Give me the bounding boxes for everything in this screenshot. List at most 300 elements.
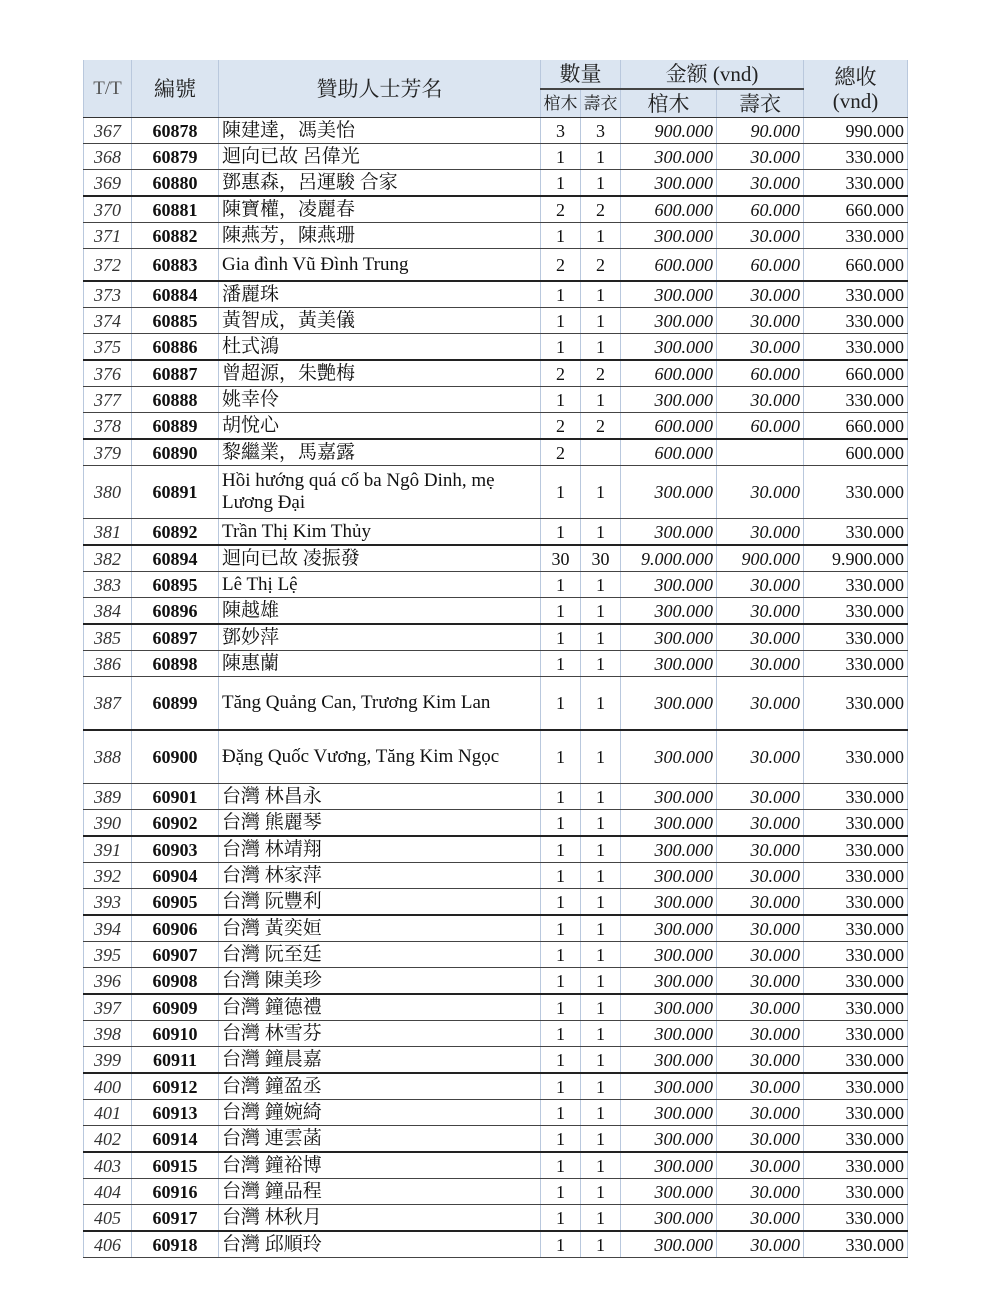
amount-shroud: 30.000 xyxy=(717,1205,804,1232)
total: 330.000 xyxy=(804,1021,908,1047)
row-number: 386 xyxy=(84,651,132,677)
donor-code: 60907 xyxy=(132,942,219,968)
amount-shroud: 30.000 xyxy=(717,1047,804,1074)
donor-code: 60917 xyxy=(132,1205,219,1232)
amount-coffin: 300.000 xyxy=(621,223,717,249)
donor-name: Lê Thị Lệ xyxy=(219,572,541,598)
qty-shroud: 1 xyxy=(581,863,621,889)
table-row xyxy=(84,1152,908,1179)
amount-coffin: 300.000 xyxy=(621,730,717,784)
donor-code: 60916 xyxy=(132,1179,219,1205)
qty-coffin: 1 xyxy=(541,624,581,651)
donor-code: 60896 xyxy=(132,598,219,625)
qty-coffin: 3 xyxy=(541,118,581,144)
total: 330.000 xyxy=(804,942,908,968)
total: 660.000 xyxy=(804,249,908,282)
total: 660.000 xyxy=(804,196,908,223)
qty-coffin: 2 xyxy=(541,439,581,466)
total: 9.900.000 xyxy=(804,545,908,572)
amount-coffin: 300.000 xyxy=(621,677,717,731)
donor-table xyxy=(83,60,908,1258)
donor-name: 陳燕芳，陳燕珊 xyxy=(219,223,541,249)
row-number: 396 xyxy=(84,968,132,995)
qty-shroud: 1 xyxy=(581,598,621,625)
table-row xyxy=(84,466,908,519)
donor-code: 60915 xyxy=(132,1152,219,1179)
total: 330.000 xyxy=(804,624,908,651)
total: 600.000 xyxy=(804,439,908,466)
amount-coffin: 300.000 xyxy=(621,784,717,810)
donor-name: 台灣 鐘晨嘉 xyxy=(219,1047,541,1074)
donor-code: 60898 xyxy=(132,651,219,677)
donor-name: 台灣 陳美珍 xyxy=(219,968,541,995)
total: 330.000 xyxy=(804,1100,908,1126)
amount-shroud: 30.000 xyxy=(717,677,804,731)
amount-coffin: 300.000 xyxy=(621,624,717,651)
row-number: 403 xyxy=(84,1152,132,1179)
qty-shroud: 1 xyxy=(581,651,621,677)
qty-shroud: 2 xyxy=(581,249,621,282)
donor-name: Gia đình Vũ Đình Trung xyxy=(219,249,541,282)
donor-name: Tăng Quảng Can, Trương Kim Lan xyxy=(219,677,541,731)
table-row xyxy=(84,1021,908,1047)
amount-coffin: 900.000 xyxy=(621,118,717,144)
row-number: 391 xyxy=(84,836,132,863)
donor-code: 60879 xyxy=(132,144,219,170)
donor-code: 60891 xyxy=(132,466,219,519)
amount-coffin: 300.000 xyxy=(621,1021,717,1047)
donor-code: 60885 xyxy=(132,308,219,334)
row-number: 402 xyxy=(84,1126,132,1153)
qty-coffin: 1 xyxy=(541,863,581,889)
donor-code: 60895 xyxy=(132,572,219,598)
donor-code: 60909 xyxy=(132,994,219,1021)
table-row xyxy=(84,118,908,144)
row-number: 377 xyxy=(84,387,132,413)
row-number: 394 xyxy=(84,915,132,942)
row-number: 369 xyxy=(84,170,132,197)
donor-name: 台灣 阮至廷 xyxy=(219,942,541,968)
table-row xyxy=(84,387,908,413)
row-number: 367 xyxy=(84,118,132,144)
qty-shroud: 1 xyxy=(581,572,621,598)
row-number: 376 xyxy=(84,360,132,387)
amount-shroud: 60.000 xyxy=(717,413,804,440)
amount-shroud: 30.000 xyxy=(717,144,804,170)
row-number: 390 xyxy=(84,810,132,837)
table-row xyxy=(84,545,908,572)
table-row xyxy=(84,889,908,916)
qty-coffin: 1 xyxy=(541,1126,581,1153)
amount-shroud: 30.000 xyxy=(717,1231,804,1258)
total: 330.000 xyxy=(804,968,908,995)
amount-coffin: 300.000 xyxy=(621,144,717,170)
donor-code: 60914 xyxy=(132,1126,219,1153)
total: 330.000 xyxy=(804,223,908,249)
amount-coffin: 300.000 xyxy=(621,1231,717,1258)
table-row xyxy=(84,1231,908,1258)
qty-coffin: 1 xyxy=(541,836,581,863)
donor-name: 台灣 鐘品程 xyxy=(219,1179,541,1205)
table-row xyxy=(84,624,908,651)
amount-coffin: 600.000 xyxy=(621,439,717,466)
amount-coffin: 300.000 xyxy=(621,1100,717,1126)
qty-coffin: 1 xyxy=(541,994,581,1021)
qty-shroud: 1 xyxy=(581,968,621,995)
qty-shroud: 1 xyxy=(581,1073,621,1100)
donor-code: 60905 xyxy=(132,889,219,916)
amount-coffin: 300.000 xyxy=(621,334,717,361)
donor-name: 鄧妙萍 xyxy=(219,624,541,651)
amount-coffin: 300.000 xyxy=(621,942,717,968)
qty-shroud: 1 xyxy=(581,836,621,863)
qty-shroud: 1 xyxy=(581,677,621,731)
row-number: 378 xyxy=(84,413,132,440)
qty-shroud: 1 xyxy=(581,889,621,916)
amount-coffin: 600.000 xyxy=(621,413,717,440)
table-row xyxy=(84,196,908,223)
table-row xyxy=(84,334,908,361)
qty-coffin: 2 xyxy=(541,413,581,440)
donor-code: 60901 xyxy=(132,784,219,810)
qty-shroud: 1 xyxy=(581,624,621,651)
amount-shroud: 30.000 xyxy=(717,308,804,334)
header-tt: T/T xyxy=(84,60,132,118)
qty-coffin: 30 xyxy=(541,545,581,572)
qty-shroud: 1 xyxy=(581,1126,621,1153)
donor-name: 黎繼業，馬嘉露 xyxy=(219,439,541,466)
total: 330.000 xyxy=(804,1179,908,1205)
amount-coffin: 300.000 xyxy=(621,519,717,546)
row-number: 371 xyxy=(84,223,132,249)
donor-name: 杜式鴻 xyxy=(219,334,541,361)
row-number: 373 xyxy=(84,281,132,308)
donor-code: 60912 xyxy=(132,1073,219,1100)
row-number: 405 xyxy=(84,1205,132,1232)
qty-coffin: 1 xyxy=(541,1073,581,1100)
donor-name: 姚幸伶 xyxy=(219,387,541,413)
row-number: 383 xyxy=(84,572,132,598)
table-row xyxy=(84,170,908,197)
donor-code: 60878 xyxy=(132,118,219,144)
donor-name: Hồi hướng quá cố ba Ngô Dinh, mẹ Lương Đại xyxy=(219,466,541,519)
donor-name: 台灣 林靖翔 xyxy=(219,836,541,863)
row-number: 385 xyxy=(84,624,132,651)
total: 330.000 xyxy=(804,1073,908,1100)
row-number: 379 xyxy=(84,439,132,466)
donor-code: 60904 xyxy=(132,863,219,889)
amount-shroud: 30.000 xyxy=(717,1152,804,1179)
amount-shroud: 60.000 xyxy=(717,196,804,223)
amount-shroud: 30.000 xyxy=(717,281,804,308)
amount-shroud: 30.000 xyxy=(717,1100,804,1126)
amount-coffin: 300.000 xyxy=(621,863,717,889)
amount-coffin: 300.000 xyxy=(621,810,717,837)
amount-coffin: 300.000 xyxy=(621,968,717,995)
table-row xyxy=(84,1179,908,1205)
qty-coffin: 1 xyxy=(541,466,581,519)
table-row xyxy=(84,519,908,546)
total: 660.000 xyxy=(804,360,908,387)
header-amount-shroud: 壽衣 xyxy=(717,89,804,118)
row-number: 400 xyxy=(84,1073,132,1100)
amount-shroud: 30.000 xyxy=(717,572,804,598)
donor-code: 60881 xyxy=(132,196,219,223)
qty-coffin: 2 xyxy=(541,360,581,387)
qty-shroud: 1 xyxy=(581,1205,621,1232)
donor-code: 60890 xyxy=(132,439,219,466)
donor-name: 台灣 鐘德禮 xyxy=(219,994,541,1021)
donor-name: 陳越雄 xyxy=(219,598,541,625)
amount-coffin: 300.000 xyxy=(621,466,717,519)
qty-coffin: 1 xyxy=(541,281,581,308)
amount-shroud: 30.000 xyxy=(717,915,804,942)
donor-name: 迴向已故 凌振發 xyxy=(219,545,541,572)
header-total-line2: (vnd) xyxy=(832,88,879,113)
row-number: 398 xyxy=(84,1021,132,1047)
qty-coffin: 1 xyxy=(541,519,581,546)
table-body xyxy=(84,118,908,1258)
amount-coffin: 600.000 xyxy=(621,360,717,387)
amount-coffin: 300.000 xyxy=(621,651,717,677)
table-row xyxy=(84,360,908,387)
amount-coffin: 600.000 xyxy=(621,196,717,223)
total: 990.000 xyxy=(804,118,908,144)
qty-coffin: 1 xyxy=(541,1179,581,1205)
qty-coffin: 1 xyxy=(541,598,581,625)
donor-name: 台灣 林雪芬 xyxy=(219,1021,541,1047)
total: 330.000 xyxy=(804,387,908,413)
donor-name: 鄧惠森，呂運駿 合家 xyxy=(219,170,541,197)
donor-code: 60900 xyxy=(132,730,219,784)
qty-shroud: 3 xyxy=(581,118,621,144)
amount-coffin: 300.000 xyxy=(621,387,717,413)
amount-shroud xyxy=(717,439,804,466)
header-quantity: 數量 xyxy=(541,60,621,89)
amount-shroud: 30.000 xyxy=(717,598,804,625)
donor-code: 60883 xyxy=(132,249,219,282)
qty-shroud: 1 xyxy=(581,730,621,784)
qty-coffin: 1 xyxy=(541,170,581,197)
table-row xyxy=(84,994,908,1021)
amount-shroud: 30.000 xyxy=(717,170,804,197)
table-row xyxy=(84,1205,908,1232)
row-number: 401 xyxy=(84,1100,132,1126)
row-number: 375 xyxy=(84,334,132,361)
donor-code: 60902 xyxy=(132,810,219,837)
row-number: 370 xyxy=(84,196,132,223)
total: 330.000 xyxy=(804,334,908,361)
amount-shroud: 30.000 xyxy=(717,223,804,249)
total: 330.000 xyxy=(804,784,908,810)
header-amount: 金额 (vnd) xyxy=(621,60,804,89)
qty-coffin: 1 xyxy=(541,1205,581,1232)
qty-shroud: 1 xyxy=(581,223,621,249)
qty-coffin: 1 xyxy=(541,677,581,731)
amount-coffin: 300.000 xyxy=(621,598,717,625)
row-number: 388 xyxy=(84,730,132,784)
table-row xyxy=(84,223,908,249)
row-number: 382 xyxy=(84,545,132,572)
total: 330.000 xyxy=(804,1231,908,1258)
table-row xyxy=(84,784,908,810)
qty-shroud: 1 xyxy=(581,784,621,810)
donor-name: Trần Thị Kim Thủy xyxy=(219,519,541,546)
donor-name: 台灣 阮豐利 xyxy=(219,889,541,916)
table-row xyxy=(84,942,908,968)
total: 330.000 xyxy=(804,1126,908,1153)
table-row xyxy=(84,968,908,995)
amount-shroud: 30.000 xyxy=(717,466,804,519)
amount-shroud: 30.000 xyxy=(717,1126,804,1153)
qty-shroud: 1 xyxy=(581,144,621,170)
amount-coffin: 300.000 xyxy=(621,572,717,598)
donor-name: 台灣 林家萍 xyxy=(219,863,541,889)
row-number: 392 xyxy=(84,863,132,889)
donor-name: 台灣 連雲菡 xyxy=(219,1126,541,1153)
qty-coffin: 1 xyxy=(541,223,581,249)
amount-shroud: 30.000 xyxy=(717,994,804,1021)
row-number: 387 xyxy=(84,677,132,731)
qty-shroud: 1 xyxy=(581,1021,621,1047)
amount-coffin: 300.000 xyxy=(621,170,717,197)
qty-shroud: 1 xyxy=(581,387,621,413)
qty-coffin: 1 xyxy=(541,1152,581,1179)
amount-shroud: 30.000 xyxy=(717,334,804,361)
total: 330.000 xyxy=(804,836,908,863)
amount-shroud: 30.000 xyxy=(717,836,804,863)
qty-coffin: 1 xyxy=(541,968,581,995)
header-qty-shroud: 壽衣 xyxy=(581,89,621,118)
total: 330.000 xyxy=(804,281,908,308)
amount-shroud: 30.000 xyxy=(717,810,804,837)
header-code: 編號 xyxy=(132,60,219,118)
amount-shroud: 30.000 xyxy=(717,784,804,810)
row-number: 393 xyxy=(84,889,132,916)
donor-name: 胡悅心 xyxy=(219,413,541,440)
qty-shroud: 2 xyxy=(581,196,621,223)
table-row xyxy=(84,439,908,466)
qty-coffin: 1 xyxy=(541,1047,581,1074)
total: 330.000 xyxy=(804,170,908,197)
donor-name: 台灣 熊麗琴 xyxy=(219,810,541,837)
amount-shroud: 30.000 xyxy=(717,624,804,651)
donor-code: 60913 xyxy=(132,1100,219,1126)
donor-code: 60908 xyxy=(132,968,219,995)
table-row xyxy=(84,810,908,837)
donor-code: 60882 xyxy=(132,223,219,249)
row-number: 397 xyxy=(84,994,132,1021)
total: 330.000 xyxy=(804,677,908,731)
amount-shroud: 30.000 xyxy=(717,651,804,677)
donor-code: 60918 xyxy=(132,1231,219,1258)
qty-shroud: 1 xyxy=(581,334,621,361)
qty-coffin: 1 xyxy=(541,144,581,170)
table-row xyxy=(84,598,908,625)
amount-coffin: 300.000 xyxy=(621,281,717,308)
donor-name: 陳建達，馮美怡 xyxy=(219,118,541,144)
donor-code: 60894 xyxy=(132,545,219,572)
row-number: 372 xyxy=(84,249,132,282)
amount-shroud: 30.000 xyxy=(717,863,804,889)
qty-coffin: 2 xyxy=(541,249,581,282)
total: 330.000 xyxy=(804,1152,908,1179)
donor-code: 60897 xyxy=(132,624,219,651)
table-row xyxy=(84,144,908,170)
amount-coffin: 300.000 xyxy=(621,1152,717,1179)
donor-name: 台灣 鐘盈丞 xyxy=(219,1073,541,1100)
donor-name: 台灣 林昌永 xyxy=(219,784,541,810)
qty-shroud: 1 xyxy=(581,994,621,1021)
header-amount-coffin: 棺木 xyxy=(621,89,717,118)
donor-code: 60903 xyxy=(132,836,219,863)
donor-code: 60886 xyxy=(132,334,219,361)
qty-shroud: 1 xyxy=(581,915,621,942)
amount-shroud: 30.000 xyxy=(717,1021,804,1047)
qty-coffin: 1 xyxy=(541,572,581,598)
header-qty-coffin: 棺木 xyxy=(541,89,581,118)
qty-coffin: 1 xyxy=(541,1231,581,1258)
row-number: 380 xyxy=(84,466,132,519)
row-number: 406 xyxy=(84,1231,132,1258)
donor-code: 60888 xyxy=(132,387,219,413)
row-number: 374 xyxy=(84,308,132,334)
donor-name: 迴向已故 呂偉光 xyxy=(219,144,541,170)
table-row xyxy=(84,915,908,942)
donor-name: 陳寶權，凌麗春 xyxy=(219,196,541,223)
donor-code: 60906 xyxy=(132,915,219,942)
header-total xyxy=(804,60,908,118)
donor-name: 台灣 黃奕姮 xyxy=(219,915,541,942)
qty-shroud: 1 xyxy=(581,810,621,837)
amount-coffin: 9.000.000 xyxy=(621,545,717,572)
total: 330.000 xyxy=(804,1205,908,1232)
amount-coffin: 600.000 xyxy=(621,249,717,282)
row-number: 404 xyxy=(84,1179,132,1205)
table-row xyxy=(84,730,908,784)
qty-coffin: 1 xyxy=(541,387,581,413)
row-number: 399 xyxy=(84,1047,132,1074)
qty-coffin: 1 xyxy=(541,810,581,837)
total: 330.000 xyxy=(804,598,908,625)
qty-coffin: 1 xyxy=(541,915,581,942)
table-row xyxy=(84,1100,908,1126)
table-row xyxy=(84,1073,908,1100)
amount-shroud: 30.000 xyxy=(717,942,804,968)
table-row xyxy=(84,249,908,282)
qty-shroud: 1 xyxy=(581,1047,621,1074)
total: 660.000 xyxy=(804,413,908,440)
row-number: 368 xyxy=(84,144,132,170)
table-row xyxy=(84,677,908,731)
amount-shroud: 30.000 xyxy=(717,968,804,995)
qty-shroud xyxy=(581,439,621,466)
amount-shroud: 90.000 xyxy=(717,118,804,144)
qty-coffin: 1 xyxy=(541,942,581,968)
amount-shroud: 60.000 xyxy=(717,249,804,282)
amount-shroud: 30.000 xyxy=(717,1073,804,1100)
qty-shroud: 1 xyxy=(581,308,621,334)
donor-code: 60880 xyxy=(132,170,219,197)
amount-shroud: 900.000 xyxy=(717,545,804,572)
qty-shroud: 1 xyxy=(581,519,621,546)
qty-coffin: 1 xyxy=(541,889,581,916)
amount-coffin: 300.000 xyxy=(621,915,717,942)
qty-shroud: 1 xyxy=(581,1231,621,1258)
header-name: 贊助人士芳名 xyxy=(219,60,541,118)
qty-shroud: 1 xyxy=(581,170,621,197)
donor-code: 60899 xyxy=(132,677,219,731)
